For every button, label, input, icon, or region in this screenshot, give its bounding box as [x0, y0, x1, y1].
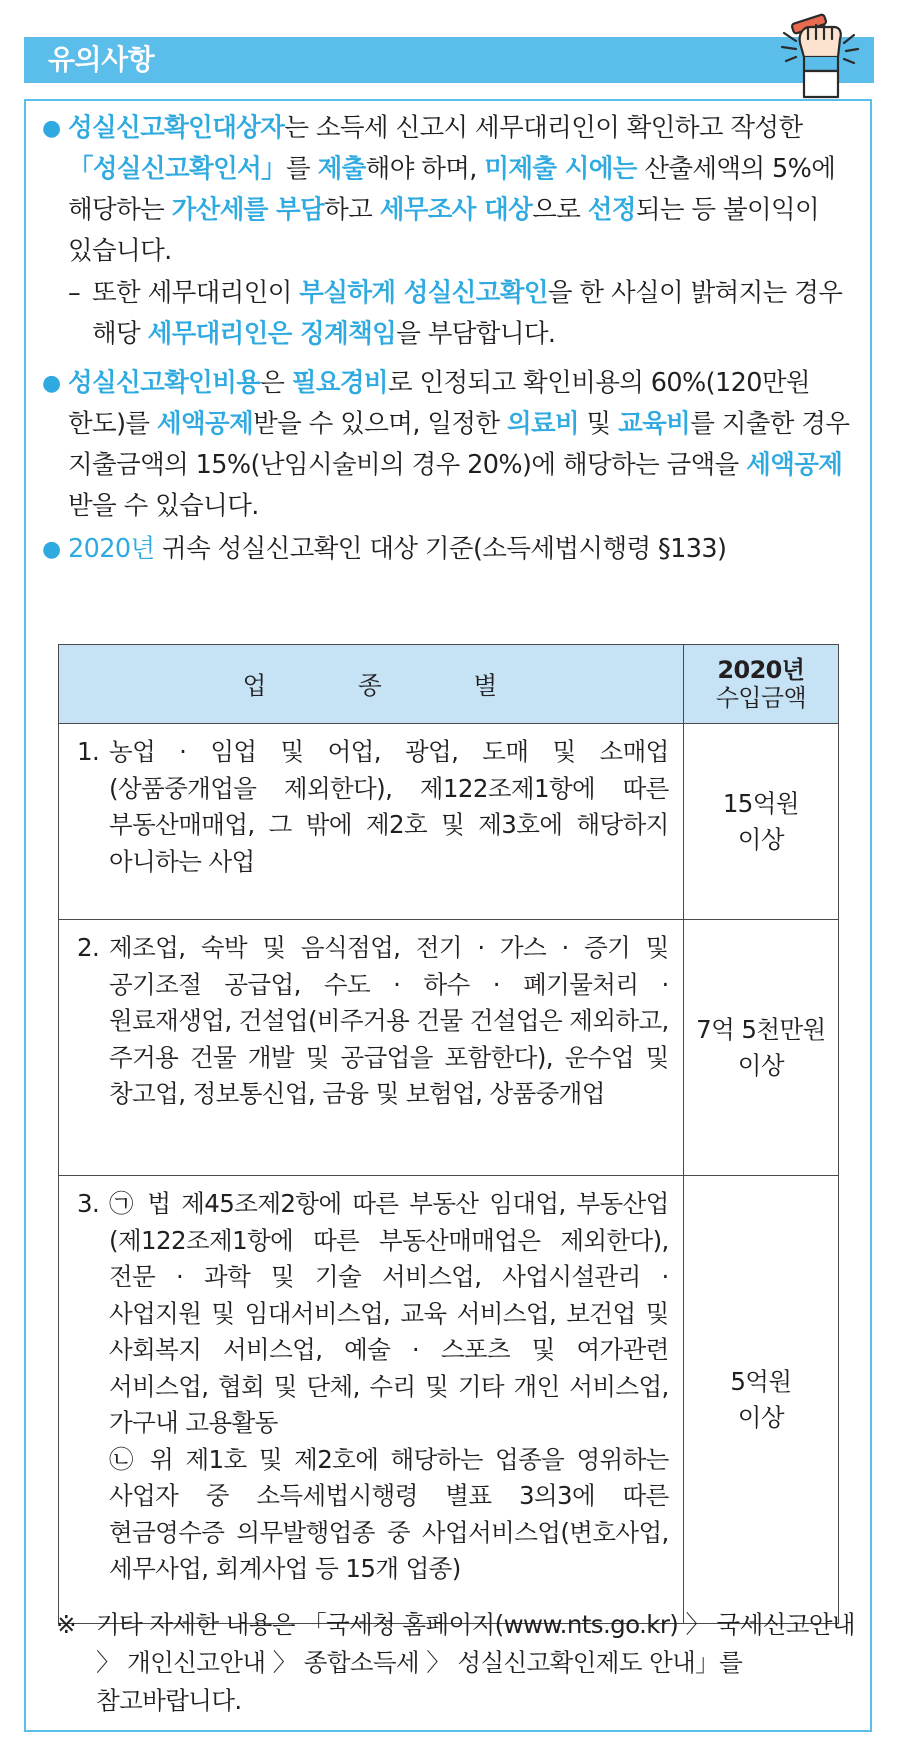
- body-text: 귀속 성실신고확인 대상 기준(소득세법시행령 §133): [154, 534, 727, 564]
- sub-item-text: [92, 273, 858, 355]
- body-text: 받을 수 있습니다.: [68, 491, 259, 521]
- bullet-dot-icon: ●: [42, 371, 61, 396]
- highlight-text: 세액공제: [746, 450, 843, 480]
- highlight-text: 성실신고확인대상자: [68, 113, 285, 143]
- category-cell: [59, 920, 684, 1176]
- header-category: 업 종 별: [59, 645, 684, 724]
- reference-mark-icon: ※: [56, 1610, 76, 1639]
- category-item: [77, 734, 669, 880]
- hand-holding-pencil-icon: [774, 13, 866, 101]
- table-row: [59, 1176, 839, 1624]
- item-number: 3.: [77, 1189, 100, 1218]
- highlight-text: 선정: [587, 195, 636, 225]
- body-text: 하고: [324, 195, 380, 225]
- bullet-item-penalty: [42, 108, 856, 272]
- bullet-dot-icon: ●: [42, 537, 61, 562]
- highlight-text: 의료비: [506, 409, 580, 439]
- category-description: ㉠ 법 제45조제2항에 따른 부동산 임대업, 부동산업(제122조제1항에 따른 부동산매매업은 제외한다), 전문 · 과학 및 기술 서비스업, 사업시설관리 · 사업지원 및 임대서비스업, 교육 서비스업, 보건업 및 사회복지 서비스업, 예술 · 스포츠 및 여가관련 서비스업, 협회 및 단체, 수리 및 기타 개인 서비스업, 가구내 고용활동: [109, 1189, 669, 1437]
- dash-icon: –: [68, 278, 81, 308]
- body-text: 을 한 사실이 밝혀지는 경우 해당: [92, 278, 843, 349]
- criteria-table: [58, 644, 839, 1624]
- category-item: [77, 1186, 669, 1588]
- category-description: ㉡ 위 제1호 및 제2호에 해당하는 업종을 영위하는 사업자 중 소득세법시행령 별표 3의3에 따른 현금영수증 의무발행업종 중 사업서비스업(변호사업, 세무사업, 회계사업 등 15개 업종): [109, 1444, 669, 1583]
- highlight-text: 세무대리인은 징계책임: [147, 319, 397, 349]
- category-cell: [59, 1176, 684, 1624]
- bullet-text: [68, 529, 856, 570]
- amount-value: 7억 5천만원: [696, 1014, 826, 1044]
- highlight-text: 필요경비: [291, 368, 388, 398]
- table-header-row: [59, 645, 839, 724]
- bullet-text: [68, 108, 856, 272]
- item-number: 2.: [77, 933, 100, 962]
- header-amount-label: 수입금액: [715, 684, 807, 712]
- amount-value: 5억원: [730, 1366, 792, 1396]
- footnote: [56, 1606, 856, 1720]
- header-year: 2020년: [717, 656, 805, 684]
- highlight-text: 부실하게 성실신고확인: [299, 278, 548, 308]
- highlight-text: 교육비: [618, 409, 691, 439]
- amount-qualifier: 이상: [737, 1050, 784, 1080]
- amount-qualifier: 이상: [737, 1402, 784, 1432]
- bullet-text: [68, 363, 856, 527]
- highlight-text: 제출: [317, 154, 366, 184]
- table-row: [59, 724, 839, 920]
- highlight-text: 성실신고확인비용: [68, 368, 261, 398]
- body-text: 또한 세무대리인이: [92, 278, 300, 308]
- section-title: 유의사항: [48, 43, 155, 76]
- highlight-text: 가산세를 부담: [171, 195, 325, 225]
- amount-value: 15억원: [722, 788, 799, 818]
- category-item: [77, 930, 669, 1113]
- body-text: 로 인정되고 확인비용의 60%(120만원 한도)를: [68, 368, 810, 439]
- footnote-text: 기타 자세한 내용은 「국세청 홈페이지(www.nts.go.kr) 〉 국세신고안내 〉 개인신고안내 〉 종합소득세 〉 성실신고확인제도 안내」를 참고바랍니다.: [96, 1610, 855, 1715]
- body-text: 받을 수 있으며, 일정한: [253, 409, 507, 439]
- section-header: [24, 37, 874, 83]
- table-row: [59, 920, 839, 1176]
- body-text: 를: [286, 154, 318, 184]
- amount-cell: [683, 1176, 838, 1624]
- category-description: 농업 · 임업 및 어업, 광업, 도매 및 소매업(상품중개업을 제외한다), 제122조제1항에 따른 부동산매매업, 그 밖에 제2호 및 제3호에 해당하지 아니하는 사업: [109, 737, 669, 876]
- bullet-item-criteria: [42, 529, 856, 570]
- body-text: 및: [579, 409, 619, 439]
- sub-item-discipline: [68, 273, 858, 355]
- body-text: 는 소득세 신고시 세무대리인이 확인하고 작성한: [284, 113, 803, 143]
- bullet-dot-icon: ●: [42, 116, 61, 141]
- bullet-item-cost: [42, 363, 856, 527]
- highlight-text: 「성실신고확인서」: [68, 154, 287, 184]
- highlight-text: 2020년: [68, 534, 155, 564]
- highlight-text: 미제출 시에는: [484, 154, 637, 184]
- highlight-text: 세무조사 대상: [379, 195, 533, 225]
- amount-qualifier: 이상: [737, 824, 784, 854]
- body-text: 으로: [532, 195, 588, 225]
- highlight-text: 세액공제: [156, 409, 254, 439]
- amount-cell: [683, 724, 838, 920]
- body-text: 은: [260, 368, 292, 398]
- item-number: 1.: [77, 737, 100, 766]
- amount-cell: [683, 920, 838, 1176]
- body-text: 산출세액의 5%에 해당하는: [68, 154, 836, 225]
- category-cell: [59, 724, 684, 920]
- body-text: 를 지출한 경우 지출금액의 15%(난임시술비의 경우 20%)에 해당하는 금액을: [68, 409, 850, 480]
- body-text: 해야 하며,: [365, 154, 485, 184]
- body-text: 을 부담합니다.: [396, 319, 556, 349]
- body-text: 되는 등 불이익이 있습니다.: [68, 195, 820, 266]
- category-description: 제조업, 숙박 및 음식점업, 전기 · 가스 · 증기 및 공기조절 공급업, 수도 · 하수 · 폐기물처리 · 원료재생업, 건설업(비주거용 건물 건설업은 제외하고, 주거용 건물 개발 및 공급업을 포함한다), 운수업 및 창고업, 정보통신업, 금융 및 보험업, 상품중개업: [109, 933, 669, 1108]
- header-amount: [683, 645, 838, 724]
